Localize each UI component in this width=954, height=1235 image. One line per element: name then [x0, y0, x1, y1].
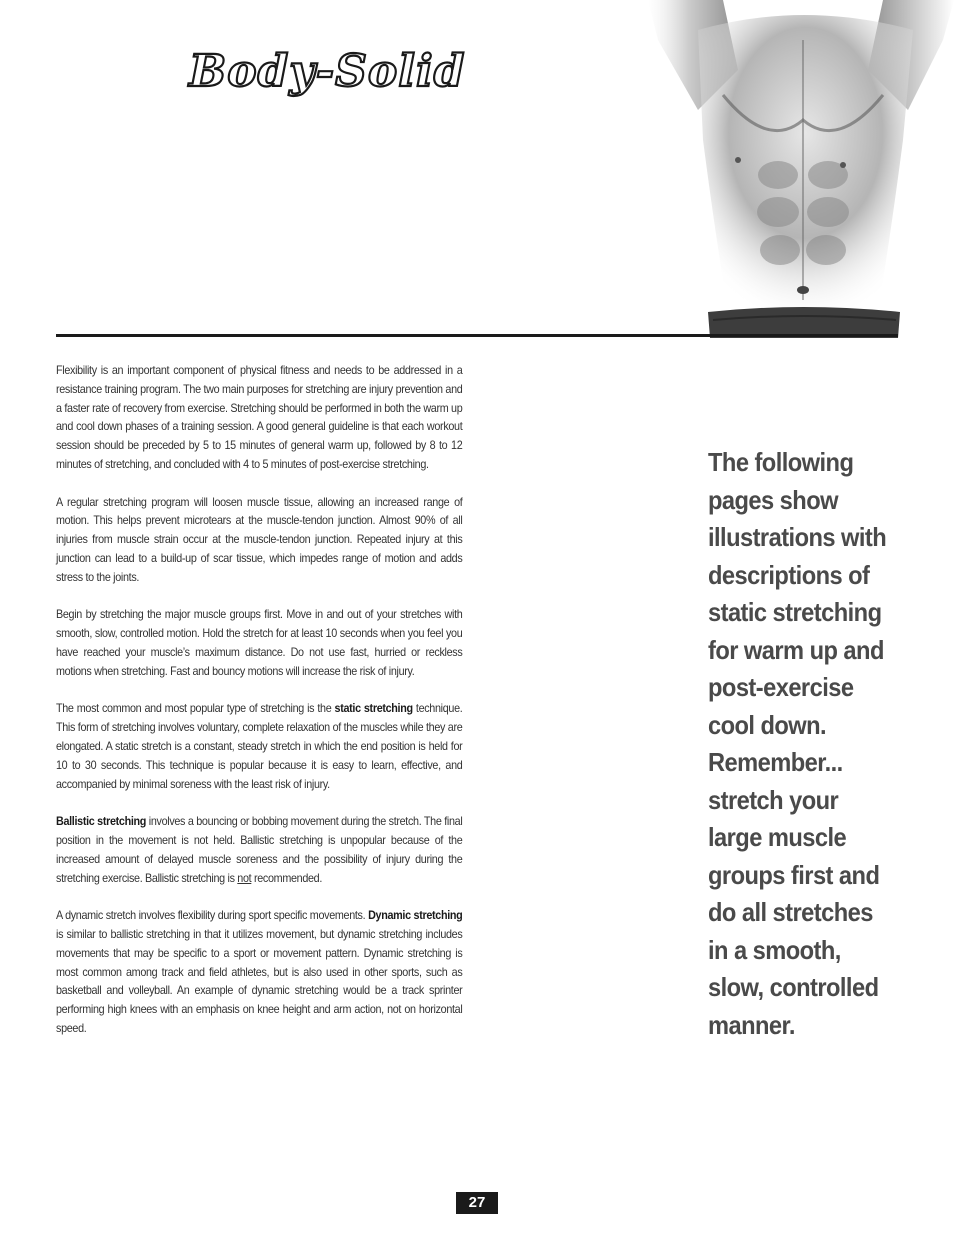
callout-line: groups first and: [708, 859, 880, 890]
callout-line: static stretching: [708, 597, 882, 627]
torso-photo: [628, 0, 954, 338]
dynamic-stretching-term: Dynamic stretching: [368, 909, 463, 923]
callout-line: descriptions of: [708, 559, 870, 590]
callout-line: Remember...: [708, 747, 843, 777]
ballistic-post: recommended.: [251, 871, 323, 885]
paragraph-begin: Begin by stretching the major muscle groups first. Move in and out of your stretches with smooth, slow, controlled motion. Hold the stretch for at least 10 seconds when you feel you have reached your muscle’s maximum distance. Do not use fast, hurried or reckless motions when stretching. Fast and bouncy motions will increase the risk of injury.: [56, 608, 463, 678]
callout-line: slow, controlled: [708, 972, 879, 1002]
paragraph-ballistic-stretching: [56, 813, 462, 888]
ballistic-stretching-term: Ballistic stretching: [56, 815, 147, 829]
callout-line: stretch your: [708, 784, 839, 815]
paragraph-dynamic-stretching: [56, 907, 462, 1039]
dynamic-pre: A dynamic stretch involves flexibility during sport specific movements.: [56, 909, 369, 923]
logo-text: Body-Solid: [189, 46, 466, 97]
callout-line: cool down.: [708, 709, 827, 740]
callout-line: manner.: [708, 1009, 795, 1040]
callout-line: The following: [708, 447, 854, 477]
paragraph-range-of-motion: A regular stretching program will loosen muscle tissue, allowing an increased range of motion. This helps prevent microtears at the muscle-tendon junction. Almost 90% of all injuries from muscle strain occur at the muscle-tendon junction. Repeated injury at this junction can lead to a build-up of scar tissue, which impedes range of motion and adds stress to the joints.: [56, 495, 463, 584]
static-post: technique. This form of stretching involves voluntary, complete relaxation of the muscles while they are elongated. A static stretch is a constant, steady stretch in which the end position is held for 10 to 30 seconds. This technique is popular because it is easy to learn, effective, and accompanied by minimal soreness with the least risk of injury.: [56, 702, 463, 791]
not-underlined: not: [237, 871, 252, 885]
callout-line: pages show: [708, 484, 838, 515]
callout-line: do all stretches: [708, 897, 873, 927]
callout-line: for warm up and: [708, 634, 884, 665]
page-number: 27: [456, 1192, 498, 1214]
callout-text: [708, 444, 890, 1044]
article-body: [56, 362, 463, 1057]
body-solid-logo: [185, 40, 470, 110]
static-stretching-term: static stretching: [334, 702, 413, 716]
header-rule: [56, 334, 898, 337]
paragraph-intro: Flexibility is an important component of physical fitness and needs to be addressed in a resistance training program. The two main purposes for stretching are injury prevention and a faster rate of recovery from exercise. Stretching should be performed in both the warm up and cool down phases of a training session. A good general guideline is that each workout session should be preceded by 5 to 15 minutes of general warm up, followed by 8 to 12 minutes of stretching, and concluded with 4 to 5 minutes of post-exercise stretching.: [56, 364, 463, 471]
callout-line: illustrations with: [708, 522, 887, 552]
ballistic-mid: involves a bouncing or bobbing movement during the stretch. The final position in the movement is not held. Ballistic stretching is unpopular because of the increased amount of delayed muscle soreness and the possibility of injury during the stretching exercise. Ballistic stretching is: [56, 815, 463, 885]
paragraph-static-stretching: [56, 700, 462, 794]
callout-line: large muscle: [708, 822, 847, 852]
static-pre: The most common and most popular type of stretching is the: [56, 702, 335, 716]
callout-line: post-exercise: [708, 672, 854, 702]
dynamic-post: is similar to ballistic stretching in that it utilizes movement, but dynamic stretching includes movements that may be specific to a sport or movement pattern. Dynamic stretching is most common among track and field athletes, but is also used in other sports, such as basketball and volleyball. An example of dynamic stretching would be a track sprinter performing high knees with an emphasis on knee height and arm action, not on horizontal speed.: [56, 927, 463, 1035]
callout-line: in a smooth,: [708, 934, 841, 965]
